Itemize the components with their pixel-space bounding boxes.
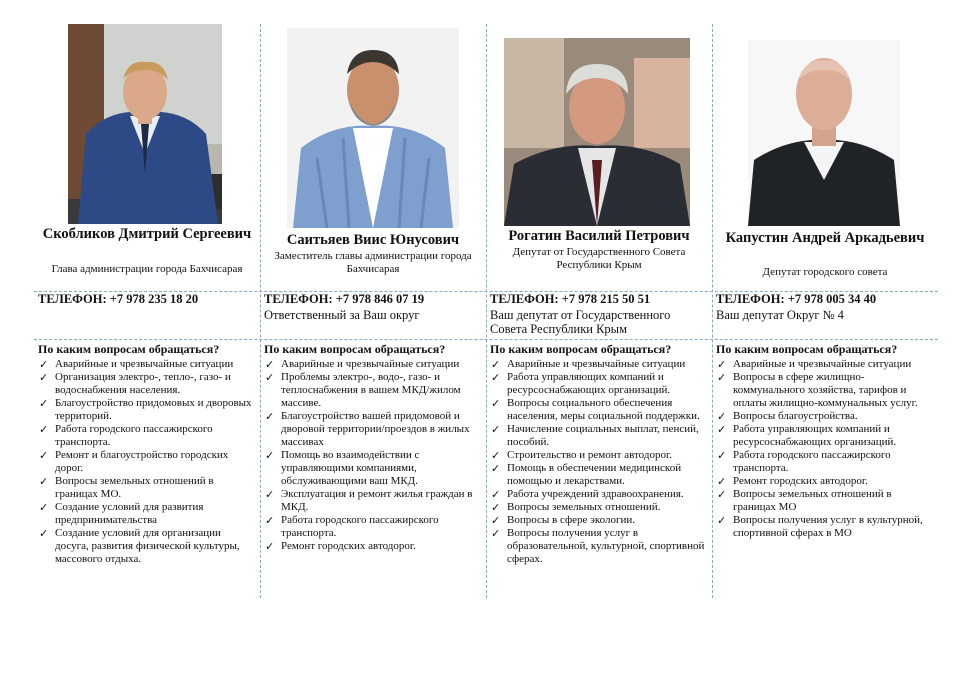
list-item: ✓ Ремонт и благоустройство городских дорог. — [39, 449, 229, 474]
list-item: ✓ Аварийные и чрезвычайные ситуации — [491, 358, 686, 371]
issues-list — [716, 358, 934, 540]
list-item: ✓ Строительство и ремонт автодорог. — [491, 449, 672, 462]
issues-heading: По каким вопросам обращаться? — [490, 342, 672, 356]
list-item: ✓ Вопросы в сфере жилищно-коммунального хозяйства, тарифов и оплаты жилищно-коммунальных услуг. — [717, 371, 918, 409]
phone-number[interactable]: ТЕЛЕФОН: +7 978 005 34 40 — [716, 292, 877, 306]
checkmark-icon: ✓ — [491, 501, 501, 514]
checkmark-icon: ✓ — [717, 423, 727, 436]
list-item: ✓ Вопросы земельных отношений в границах МО. — [39, 475, 214, 500]
checkmark-icon: ✓ — [265, 449, 275, 462]
checkmark-icon: ✓ — [491, 449, 501, 462]
issues-heading: По каким вопросам обращаться? — [264, 342, 446, 356]
list-item: ✓ Вопросы получения услуг в культурной, спортивной сферах в МО — [717, 514, 923, 539]
checkmark-icon: ✓ — [491, 358, 501, 371]
list-item: ✓ Создание условий для организации досуга, развития физической культуры, массового отдыха. — [39, 527, 240, 565]
checkmark-icon: ✓ — [491, 462, 501, 475]
list-item: ✓ Благоустройство вашей придомовой и дворовой территории/проездов в жилых массивах — [265, 410, 470, 448]
checkmark-icon: ✓ — [491, 488, 501, 501]
phone-number[interactable]: ТЕЛЕФОН: +7 978 846 07 19 — [264, 292, 425, 306]
checkmark-icon: ✓ — [39, 501, 49, 514]
checkmark-icon: ✓ — [39, 527, 49, 540]
checkmark-icon: ✓ — [491, 514, 501, 527]
responsibility-text: Ваш депутат от Государственного Совета Республики Крым — [490, 308, 671, 336]
person-name: Капустин Андрей Аркадьевич — [725, 230, 925, 246]
checkmark-icon: ✓ — [265, 358, 275, 371]
person-role: Депутат городского совета — [762, 266, 888, 278]
checkmark-icon: ✓ — [491, 527, 501, 540]
checkmark-icon: ✓ — [717, 358, 727, 371]
person-name: Скобликов Дмитрий Сергеевич — [42, 226, 252, 242]
list-item: ✓ Вопросы социального обеспечения населения, меры социальной поддержки. — [491, 397, 700, 422]
person-name: Рогатин Василий Петрович — [508, 228, 690, 244]
list-item: ✓ Работа учреждений здравоохранения. — [491, 488, 684, 501]
checkmark-icon: ✓ — [265, 488, 275, 501]
responsibility-text: Ответственный за Ваш округ — [264, 308, 420, 322]
checkmark-icon: ✓ — [717, 410, 727, 423]
checkmark-icon: ✓ — [39, 397, 49, 410]
list-item: ✓ Вопросы земельных отношений в границах МО — [717, 488, 892, 513]
list-item: ✓ Эксплуатация и ремонт жилья граждан в МКД. — [265, 488, 473, 513]
checkmark-icon: ✓ — [717, 371, 727, 384]
person-role: Депутат от Государственного Совета Республики Крым — [512, 246, 686, 271]
phone-number[interactable]: ТЕЛЕФОН: +7 978 215 50 51 — [490, 292, 651, 306]
checkmark-icon: ✓ — [265, 371, 275, 384]
list-item: ✓ Вопросы земельных отношений. — [491, 501, 661, 514]
person-name: Саитьяев Виис Юнусович — [286, 232, 460, 248]
list-item: ✓ Благоустройство придомовых и дворовых территорий. — [39, 397, 252, 422]
person-card-4 — [712, 24, 938, 598]
person-card-3 — [486, 24, 712, 598]
person-photo — [68, 24, 222, 224]
person-photo — [748, 40, 900, 226]
list-item: ✓ Работа городского пассажирского транспорта. — [265, 514, 439, 539]
list-item: ✓ Помощь в обеспечении медицинской помощью и лекарствами. — [491, 462, 682, 487]
list-item: ✓ Проблемы электро-, водо-, газо- и теплоснабжения в вашем МКД/жилом массиве. — [265, 371, 461, 409]
person-role: Глава администрации города Бахчисарая — [51, 263, 243, 275]
phone-number[interactable]: ТЕЛЕФОН: +7 978 235 18 20 — [38, 292, 199, 306]
person-card-2 — [260, 24, 486, 598]
checkmark-icon: ✓ — [491, 371, 501, 384]
person-photo — [287, 28, 459, 228]
issues-list — [490, 358, 708, 566]
checkmark-icon: ✓ — [39, 358, 49, 371]
checkmark-icon: ✓ — [717, 449, 727, 462]
checkmark-icon: ✓ — [717, 475, 727, 488]
person-card-1 — [34, 24, 260, 598]
list-item: ✓ Вопросы благоустройства. — [717, 410, 858, 423]
list-item: ✓ Работа управляющих компаний и ресурсоснабжающих организаций. — [491, 371, 671, 396]
checkmark-icon: ✓ — [39, 475, 49, 488]
checkmark-icon: ✓ — [39, 423, 49, 436]
issues-heading: По каким вопросам обращаться? — [716, 342, 898, 356]
issues-list — [38, 358, 256, 566]
checkmark-icon: ✓ — [39, 371, 49, 384]
list-item: ✓ Работа городского пассажирского транспорта. — [39, 423, 213, 448]
checkmark-icon: ✓ — [265, 514, 275, 527]
list-item: ✓ Работа управляющих компаний и ресурсоснабжающих организаций. — [717, 423, 897, 448]
responsibility-text: Ваш депутат Округ № 4 — [716, 308, 844, 322]
issues-list — [264, 358, 482, 553]
checkmark-icon: ✓ — [39, 449, 49, 462]
list-item: ✓ Работа городского пассажирского транспорта. — [717, 449, 891, 474]
list-item: ✓ Вопросы получения услуг в образовательной, культурной, спортивной сферах. — [491, 527, 705, 565]
list-item: ✓ Создание условий для развития предпринимательства — [39, 501, 204, 526]
contact-sheet — [34, 24, 938, 598]
checkmark-icon: ✓ — [491, 423, 501, 436]
checkmark-icon: ✓ — [717, 514, 727, 527]
person-role: Заместитель главы администрации города Бахчисарая — [274, 250, 472, 275]
issues-heading: По каким вопросам обращаться? — [38, 342, 220, 356]
list-item: ✓ Аварийные и чрезвычайные ситуации — [717, 358, 912, 371]
checkmark-icon: ✓ — [491, 397, 501, 410]
list-item: ✓ Ремонт городских автодорог. — [717, 475, 868, 488]
person-photo — [504, 38, 690, 226]
checkmark-icon: ✓ — [265, 540, 275, 553]
list-item: ✓ Вопросы в сфере экологии. — [491, 514, 636, 527]
list-item: ✓ Начисление социальных выплат, пенсий, пособий. — [491, 423, 699, 448]
list-item: ✓ Аварийные и чрезвычайные ситуации — [265, 358, 460, 371]
checkmark-icon: ✓ — [265, 410, 275, 423]
list-item: ✓ Аварийные и чрезвычайные ситуации — [39, 358, 234, 371]
list-item: ✓ Ремонт городских автодорог. — [265, 540, 416, 553]
list-item: ✓ Помощь во взаимодействии с управляющими компаниями, обслуживающими ваш МКД. — [265, 449, 420, 487]
list-item: ✓ Организация электро-, тепло-, газо- и водоснабжения населения. — [39, 371, 231, 396]
checkmark-icon: ✓ — [717, 488, 727, 501]
